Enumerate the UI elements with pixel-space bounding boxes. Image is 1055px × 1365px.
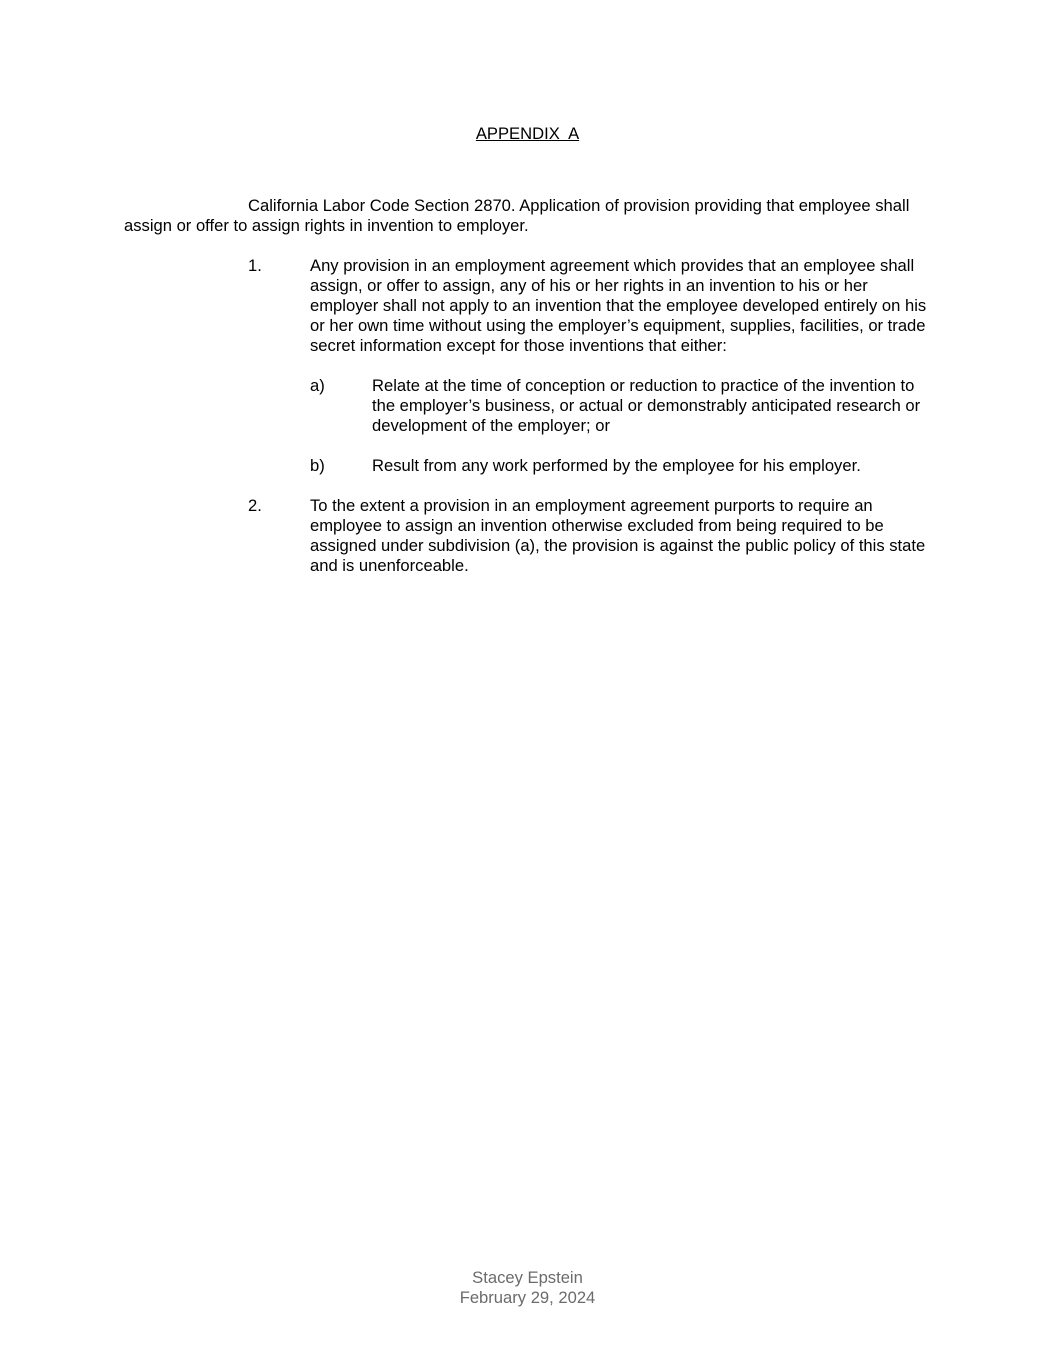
appendix-title: APPENDIX A	[475, 124, 580, 143]
list-item-1	[248, 256, 938, 356]
list-item-number: 1.	[248, 256, 262, 275]
footer-name: Stacey Epstein	[472, 1268, 583, 1287]
sub-item-text: Relate at the time of conception or reduction to practice of the invention to the employer’s business, or actual or demonstrably anticipated research or development of the employer; or	[372, 376, 921, 435]
sub-item-letter: a)	[310, 376, 325, 395]
sub-item-letter: b)	[310, 456, 325, 475]
sub-item-a	[310, 376, 930, 436]
footer-date: February 29, 2024	[459, 1288, 596, 1307]
sub-item-text: Result from any work performed by the employee for his employer.	[372, 456, 861, 475]
list-item-text: To the extent a provision in an employment agreement purports to require an employee to assign an invention otherwise excluded from being required to be assigned under subdivision (a), the provision is against the public policy of this state and is unenforceable.	[310, 496, 926, 575]
sub-item-b	[310, 456, 930, 476]
intro-paragraph: California Labor Code Section 2870. Application of provision providing that employee shall assign or offer to assign rights in invention to employer.	[124, 196, 910, 235]
list-item-2	[248, 496, 938, 576]
list-item-text: Any provision in an employment agreement which provides that an employee shall assign, or offer to assign, any of his or her rights in an invention to his or her employer shall not apply to an invention that the employee developed entirely on his or her own time without using the employer’s equipment, supplies, facilities, or trade secret information except for those inventions that either:	[310, 256, 927, 355]
list-item-number: 2.	[248, 496, 262, 515]
